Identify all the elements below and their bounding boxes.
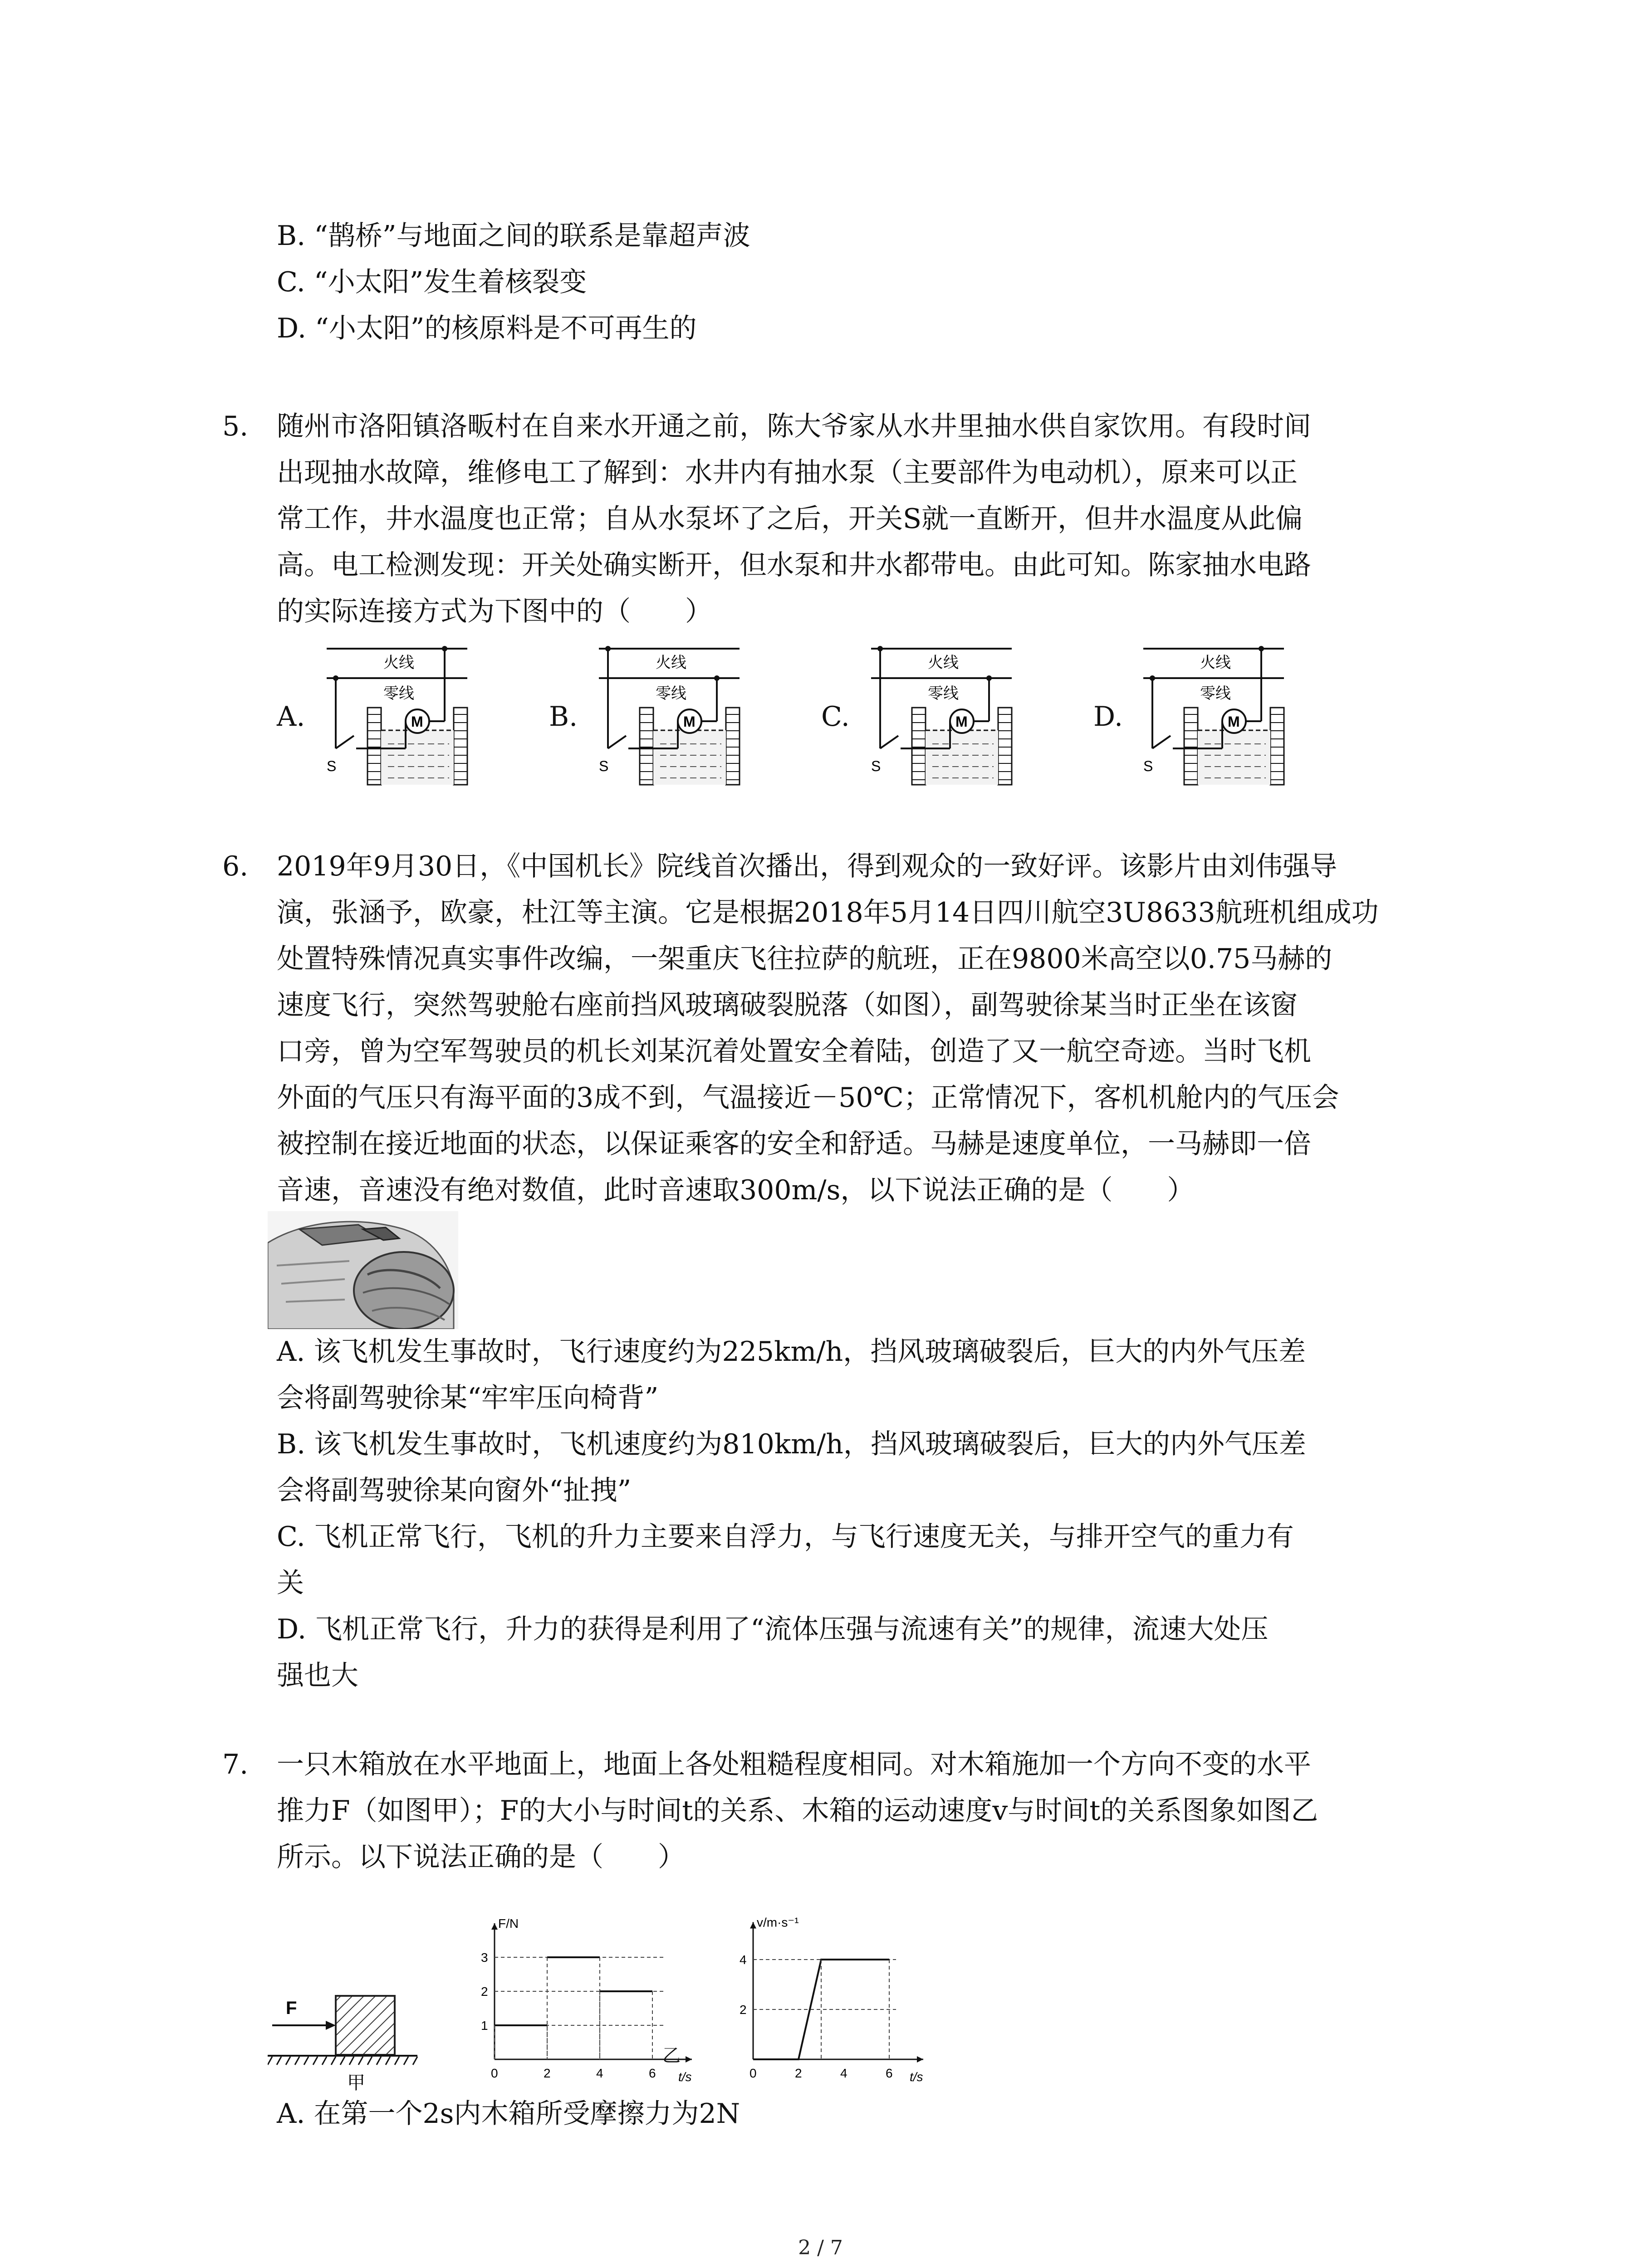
y-tick-label: 4 [740, 1953, 747, 1967]
well-wall-left [640, 708, 653, 785]
chart-force-time [458, 1892, 721, 2093]
well-wall-right [1270, 708, 1284, 785]
x-axis-arrow-icon [686, 2056, 692, 2063]
motor-label: M [955, 714, 968, 730]
q6-option-b-2: 会将副驾驶徐某向窗外“扯拽” [277, 1475, 632, 1506]
switch-icon [1152, 736, 1171, 748]
well-water [926, 730, 998, 785]
well-wall-left [1184, 708, 1198, 785]
q6-option-c-1: C. 飞机正常飞行，飞机的升力主要来自浮力，与飞行速度无关，与排开空气的重力有 [277, 1521, 1294, 1553]
q7-line-2: 推力F（如图甲）；F的大小与时间t的关系、木箱的运动速度v与时间t的关系图象如图乙 [277, 1795, 1318, 1827]
x-tick-label: 2 [795, 2066, 802, 2080]
x-tick-label: 0 [491, 2066, 498, 2080]
well-wall-right [726, 708, 740, 785]
q6-option-d-1: D. 飞机正常飞行，升力的获得是利用了“流体压强与流速有关”的规律，流速大处压 [277, 1613, 1269, 1645]
switch-label: S [871, 758, 881, 774]
y-axis-arrow-icon [491, 1923, 498, 1930]
circuit-diagram-d [1134, 635, 1298, 791]
live-wire-label: 火线 [928, 654, 959, 671]
q5-choice-b: B. [549, 701, 578, 733]
x-tick-label: 6 [886, 2066, 893, 2080]
force-label: F [286, 1998, 297, 2018]
q6-number: 6. [222, 850, 249, 882]
neutral-wire-label: 零线 [656, 685, 686, 702]
q5-line-2: 出现抽水故障，维修电工了解到：水井内有抽水泵（主要部件为电动机），原来可以正 [277, 457, 1298, 489]
q6-line-5: 口旁，曾为空军驾驶员的机长刘某沉着处置安全着陆，创造了又一航空奇迹。当时飞机 [277, 1036, 1311, 1067]
q7-line-1: 一只木箱放在水平地面上，地面上各处粗糙程度相同。对木箱施加一个方向不变的水平 [277, 1749, 1311, 1780]
y-tick-label: 2 [740, 2003, 747, 2017]
q6-option-b-1: B. 该飞机发生事故时，飞机速度约为810km/h，挡风玻璃破裂后，巨大的内外气压差 [277, 1428, 1306, 1460]
motor-label: M [683, 714, 696, 730]
well-water [1198, 730, 1270, 785]
chart-velocity-time [717, 1892, 944, 2093]
live-wire-label: 火线 [1200, 654, 1231, 671]
x-tick-label: 4 [596, 2066, 603, 2080]
y-axis-label: v/m·s⁻¹ [757, 1915, 799, 1930]
q5-choice-c: C. [821, 701, 850, 733]
x-tick-label: 2 [544, 2066, 551, 2080]
figure-yi-caption: 乙 [662, 2045, 681, 2066]
q4-option-c: C. “小太阳”发生着核裂变 [277, 266, 587, 298]
q6-option-d-2: 强也大 [277, 1660, 358, 1691]
q6-line-3: 处置特殊情况真实事件改编，一架重庆飞往拉萨的航班，正在9800米高空以0.75马赫的 [277, 943, 1332, 975]
switch-icon [336, 736, 354, 748]
switch-label: S [599, 758, 609, 774]
y-tick-label: 2 [481, 1984, 488, 1999]
well-wall-left [912, 708, 926, 785]
q6-option-a-1: A. 该飞机发生事故时，飞行速度约为225km/h，挡风玻璃破裂后，巨大的内外气压差 [277, 1336, 1306, 1368]
q7-line-3: 所示。以下说法正确的是（ ） [277, 1841, 685, 1873]
q6-line-6: 外面的气压只有海平面的3成不到，气温接近－50℃；正常情况下，客机机舱内的气压会 [277, 1082, 1339, 1114]
well-wall-left [367, 708, 381, 785]
q5-choice-d: D. [1093, 701, 1123, 733]
q6-option-c-2: 关 [277, 1567, 304, 1599]
q5-line-5: 的实际连接方式为下图中的（ ） [277, 596, 712, 627]
well-wall-right [454, 708, 467, 785]
cockpit-photo [268, 1211, 458, 1331]
motor-label: M [1228, 714, 1240, 730]
force-arrow-icon [326, 2021, 336, 2030]
q6-line-2: 演，张涵予，欧豪，杜江等主演。它是根据2018年5月14日四川航空3U8633航班机组成功 [277, 897, 1379, 929]
switch-label: S [1143, 758, 1153, 774]
q5-line-1: 随州市洛阳镇洛畈村在自来水开通之前，陈大爷家从水井里抽水供自家饮用。有段时间 [277, 411, 1311, 442]
live-wire-label: 火线 [656, 654, 686, 671]
neutral-wire-label: 零线 [383, 685, 414, 702]
circuit-diagram-c [862, 635, 1025, 791]
ground-hatching [268, 2057, 417, 2065]
q5-number: 5. [222, 411, 249, 442]
well-water [381, 730, 454, 785]
q6-line-1: 2019年9月30日，《中国机长》院线首次播出，得到观众的一致好评。该影片由刘伟强导 [277, 850, 1337, 882]
x-tick-label: 0 [749, 2066, 757, 2080]
q6-line-7: 被控制在接近地面的状态，以保证乘客的安全和舒适。马赫是速度单位，一马赫即一倍 [277, 1128, 1311, 1160]
x-axis-label: t/s [910, 2070, 923, 2084]
circuit-diagram-a [318, 635, 481, 791]
x-axis-arrow-icon [917, 2056, 923, 2063]
y-axis-arrow-icon [750, 1922, 756, 1929]
figure-jia-caption: 甲 [347, 2073, 365, 2093]
q6-line-4: 速度飞行，突然驾驶舱右座前挡风玻璃破裂脱落（如图），副驾驶徐某当时正坐在该窗 [277, 989, 1298, 1021]
circuit-diagram-b [590, 635, 753, 791]
q4-option-d: D. “小太阳”的核原料是不可再生的 [277, 313, 697, 344]
x-tick-label: 4 [840, 2066, 847, 2080]
q5-line-4: 高。电工检测发现：开关处确实断开，但水泵和井水都带电。由此可知。陈家抽水电路 [277, 549, 1311, 581]
page-number: 2 / 7 [798, 2236, 843, 2259]
well-wall-right [998, 708, 1012, 785]
q4-option-b: B. “鹊桥”与地面之间的联系是靠超声波 [277, 220, 750, 252]
switch-icon [880, 736, 898, 748]
x-tick-label: 6 [649, 2066, 656, 2080]
neutral-wire-label: 零线 [1200, 685, 1231, 702]
switch-label: S [327, 758, 337, 774]
wooden-box [336, 1996, 395, 2055]
q7-option-a: A. 在第一个2s内木箱所受摩擦力为2N [277, 2098, 740, 2130]
y-tick-label: 3 [481, 1950, 488, 1965]
q5-line-3: 常工作，井水温度也正常；自从水泵坏了之后，开关S就一直断开，但井水温度从此偏 [277, 503, 1303, 535]
neutral-wire-label: 零线 [928, 685, 959, 702]
x-axis-label: t/s [678, 2070, 692, 2084]
switch-icon [608, 736, 626, 748]
q6-line-8: 音速，音速没有绝对数值，此时音速取300m/s，以下说法正确的是（ ） [277, 1174, 1195, 1206]
q7-number: 7. [222, 1749, 249, 1780]
motor-label: M [411, 714, 423, 730]
well-water [653, 730, 726, 785]
y-axis-label: F/N [498, 1916, 519, 1931]
q6-option-a-2: 会将副驾驶徐某“牢牢压向椅背” [277, 1382, 659, 1414]
q5-choice-a: A. [277, 701, 305, 733]
figure-jia-box-push [268, 1941, 458, 2097]
y-tick-label: 1 [481, 2019, 488, 2033]
live-wire-label: 火线 [383, 654, 414, 671]
